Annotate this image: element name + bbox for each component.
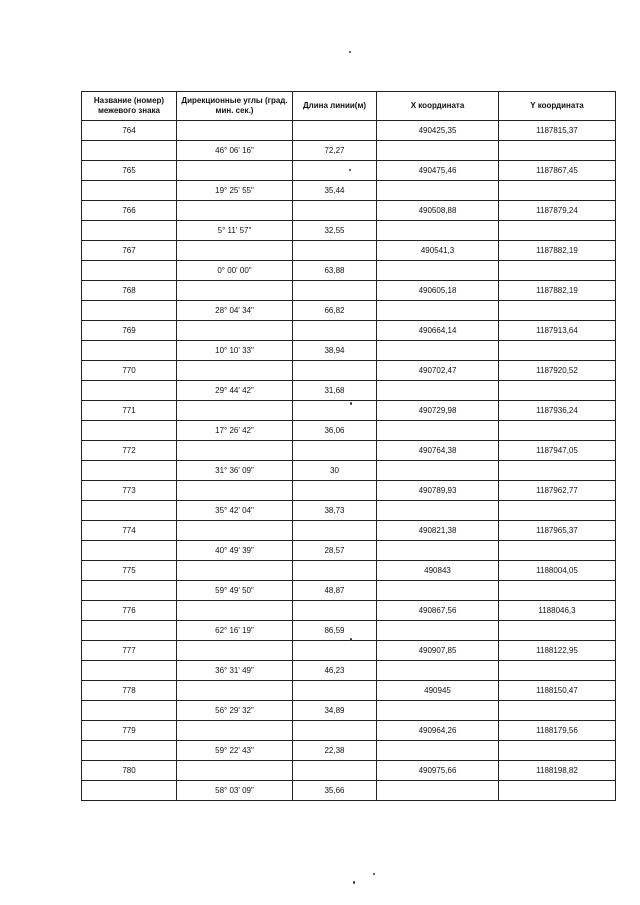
- x-coordinate: 490821,38: [377, 521, 499, 541]
- empty-cell: [82, 781, 177, 801]
- direction-angle: 29° 44' 42": [177, 381, 293, 401]
- empty-cell: [293, 761, 377, 781]
- y-coordinate: 1187947,05: [499, 441, 616, 461]
- line-length: 35,66: [293, 781, 377, 801]
- scan-speck: [349, 169, 351, 171]
- point-name: 780: [82, 761, 177, 781]
- x-coordinate: 490605,18: [377, 281, 499, 301]
- empty-cell: [293, 281, 377, 301]
- line-length: 35,44: [293, 181, 377, 201]
- x-coordinate: 490702,47: [377, 361, 499, 381]
- empty-cell: [499, 461, 616, 481]
- empty-cell: [177, 121, 293, 141]
- direction-angle: 40° 49' 39": [177, 541, 293, 561]
- empty-cell: [377, 141, 499, 161]
- point-name: 773: [82, 481, 177, 501]
- empty-cell: [377, 301, 499, 321]
- segment-row: [82, 381, 616, 401]
- y-coordinate: 1187965,37: [499, 521, 616, 541]
- x-coordinate: 490425,35: [377, 121, 499, 141]
- y-coordinate: 1187882,19: [499, 281, 616, 301]
- y-coordinate: 1187879,24: [499, 201, 616, 221]
- y-coordinate: 1187815,37: [499, 121, 616, 141]
- empty-cell: [177, 241, 293, 261]
- point-name: 778: [82, 681, 177, 701]
- empty-cell: [377, 501, 499, 521]
- header-angle: Дирекционные углы (град. мин. сек.): [177, 92, 293, 121]
- empty-cell: [293, 521, 377, 541]
- empty-cell: [82, 341, 177, 361]
- line-length: 72,27: [293, 141, 377, 161]
- empty-cell: [177, 481, 293, 501]
- segment-row: [82, 421, 616, 441]
- point-name: 774: [82, 521, 177, 541]
- direction-angle: 62° 16' 19": [177, 621, 293, 641]
- point-name: 771: [82, 401, 177, 421]
- segment-row: [82, 301, 616, 321]
- point-row: [82, 321, 616, 341]
- empty-cell: [177, 401, 293, 421]
- empty-cell: [177, 681, 293, 701]
- line-length: 66,82: [293, 301, 377, 321]
- direction-angle: 58° 03' 09": [177, 781, 293, 801]
- segment-row: [82, 741, 616, 761]
- point-row: [82, 521, 616, 541]
- line-length: 28,57: [293, 541, 377, 561]
- point-row: [82, 241, 616, 261]
- point-row: [82, 281, 616, 301]
- empty-cell: [377, 381, 499, 401]
- empty-cell: [499, 301, 616, 321]
- empty-cell: [293, 401, 377, 421]
- empty-cell: [82, 181, 177, 201]
- y-coordinate: 1187962,77: [499, 481, 616, 501]
- segment-row: [82, 461, 616, 481]
- empty-cell: [377, 181, 499, 201]
- point-row: [82, 761, 616, 781]
- y-coordinate: 1187936,24: [499, 401, 616, 421]
- y-coordinate: 1187882,19: [499, 241, 616, 261]
- empty-cell: [293, 601, 377, 621]
- empty-cell: [177, 361, 293, 381]
- scan-speck: [350, 638, 352, 641]
- direction-angle: 17° 26' 42": [177, 421, 293, 441]
- point-name: 770: [82, 361, 177, 381]
- empty-cell: [82, 301, 177, 321]
- y-coordinate: 1188198,82: [499, 761, 616, 781]
- empty-cell: [82, 581, 177, 601]
- empty-cell: [377, 341, 499, 361]
- point-name: 766: [82, 201, 177, 221]
- empty-cell: [499, 661, 616, 681]
- direction-angle: 31° 36' 09": [177, 461, 293, 481]
- empty-cell: [177, 721, 293, 741]
- empty-cell: [377, 461, 499, 481]
- scan-speck: [349, 51, 351, 53]
- line-length: 22,38: [293, 741, 377, 761]
- direction-angle: 36° 31' 49": [177, 661, 293, 681]
- point-row: [82, 481, 616, 501]
- line-length: 86,59: [293, 621, 377, 641]
- empty-cell: [177, 161, 293, 181]
- empty-cell: [377, 581, 499, 601]
- direction-angle: 10° 10' 33": [177, 341, 293, 361]
- header-y: Y координата: [499, 92, 616, 121]
- empty-cell: [499, 541, 616, 561]
- segment-row: [82, 581, 616, 601]
- empty-cell: [177, 321, 293, 341]
- segment-row: [82, 621, 616, 641]
- point-row: [82, 561, 616, 581]
- empty-cell: [82, 461, 177, 481]
- direction-angle: 59° 22' 43": [177, 741, 293, 761]
- empty-cell: [499, 381, 616, 401]
- header-x: X координата: [377, 92, 499, 121]
- scan-speck: [350, 402, 352, 405]
- line-length: 31,68: [293, 381, 377, 401]
- x-coordinate: 490975,66: [377, 761, 499, 781]
- x-coordinate: 490945: [377, 681, 499, 701]
- line-length: 34,89: [293, 701, 377, 721]
- segment-row: [82, 541, 616, 561]
- empty-cell: [293, 241, 377, 261]
- empty-cell: [82, 381, 177, 401]
- empty-cell: [82, 261, 177, 281]
- direction-angle: 5° 11' 57": [177, 221, 293, 241]
- empty-cell: [377, 701, 499, 721]
- point-row: [82, 441, 616, 461]
- y-coordinate: 1188122,95: [499, 641, 616, 661]
- empty-cell: [293, 361, 377, 381]
- empty-cell: [499, 261, 616, 281]
- scan-speck: [373, 873, 375, 875]
- scan-speck: [353, 881, 355, 884]
- empty-cell: [82, 421, 177, 441]
- empty-cell: [177, 201, 293, 221]
- empty-cell: [499, 621, 616, 641]
- empty-cell: [377, 541, 499, 561]
- line-length: 48,87: [293, 581, 377, 601]
- line-length: 30: [293, 461, 377, 481]
- empty-cell: [377, 741, 499, 761]
- empty-cell: [82, 501, 177, 521]
- empty-cell: [177, 641, 293, 661]
- direction-angle: 46° 06' 16": [177, 141, 293, 161]
- point-row: [82, 401, 616, 421]
- empty-cell: [293, 321, 377, 341]
- empty-cell: [82, 541, 177, 561]
- direction-angle: 28° 04' 34": [177, 301, 293, 321]
- point-name: 776: [82, 601, 177, 621]
- y-coordinate: 1188179,56: [499, 721, 616, 741]
- point-name: 765: [82, 161, 177, 181]
- point-name: 777: [82, 641, 177, 661]
- segment-row: [82, 661, 616, 681]
- point-row: [82, 201, 616, 221]
- segment-row: [82, 261, 616, 281]
- y-coordinate: 1188004,05: [499, 561, 616, 581]
- point-name: 768: [82, 281, 177, 301]
- empty-cell: [82, 701, 177, 721]
- boundary-coordinates-table: [81, 91, 616, 801]
- empty-cell: [82, 741, 177, 761]
- empty-cell: [499, 141, 616, 161]
- empty-cell: [499, 221, 616, 241]
- empty-cell: [293, 441, 377, 461]
- point-name: 764: [82, 121, 177, 141]
- direction-angle: 59° 49' 50": [177, 581, 293, 601]
- empty-cell: [377, 781, 499, 801]
- empty-cell: [177, 521, 293, 541]
- empty-cell: [82, 221, 177, 241]
- empty-cell: [177, 441, 293, 461]
- x-coordinate: 490789,93: [377, 481, 499, 501]
- segment-row: [82, 501, 616, 521]
- empty-cell: [499, 341, 616, 361]
- x-coordinate: 490843: [377, 561, 499, 581]
- point-name: 767: [82, 241, 177, 261]
- header-length: Длина линии(м): [293, 92, 377, 121]
- empty-cell: [293, 121, 377, 141]
- point-row: [82, 361, 616, 381]
- direction-angle: 35° 42' 04": [177, 501, 293, 521]
- direction-angle: 0° 00' 00": [177, 261, 293, 281]
- empty-cell: [293, 561, 377, 581]
- y-coordinate: 1188150,47: [499, 681, 616, 701]
- line-length: 38,94: [293, 341, 377, 361]
- empty-cell: [499, 781, 616, 801]
- x-coordinate: 490729,98: [377, 401, 499, 421]
- empty-cell: [377, 661, 499, 681]
- empty-cell: [377, 261, 499, 281]
- segment-row: [82, 341, 616, 361]
- empty-cell: [499, 181, 616, 201]
- y-coordinate: 1187920,52: [499, 361, 616, 381]
- y-coordinate: 1188046,3: [499, 601, 616, 621]
- empty-cell: [377, 421, 499, 441]
- x-coordinate: 490907,85: [377, 641, 499, 661]
- empty-cell: [177, 281, 293, 301]
- empty-cell: [377, 621, 499, 641]
- x-coordinate: 490664,14: [377, 321, 499, 341]
- empty-cell: [293, 641, 377, 661]
- header-row: [82, 92, 616, 121]
- empty-cell: [499, 701, 616, 721]
- point-name: 779: [82, 721, 177, 741]
- segment-row: [82, 181, 616, 201]
- x-coordinate: 490764,38: [377, 441, 499, 461]
- empty-cell: [499, 501, 616, 521]
- x-coordinate: 490541,3: [377, 241, 499, 261]
- x-coordinate: 490867,56: [377, 601, 499, 621]
- empty-cell: [377, 221, 499, 241]
- empty-cell: [293, 481, 377, 501]
- point-name: 769: [82, 321, 177, 341]
- point-name: 772: [82, 441, 177, 461]
- point-row: [82, 681, 616, 701]
- segment-row: [82, 141, 616, 161]
- y-coordinate: 1187913,64: [499, 321, 616, 341]
- empty-cell: [177, 601, 293, 621]
- y-coordinate: 1187867,45: [499, 161, 616, 181]
- direction-angle: 19° 25' 55": [177, 181, 293, 201]
- line-length: 46,23: [293, 661, 377, 681]
- x-coordinate: 490475,46: [377, 161, 499, 181]
- empty-cell: [293, 681, 377, 701]
- point-row: [82, 121, 616, 141]
- empty-cell: [82, 621, 177, 641]
- empty-cell: [82, 141, 177, 161]
- empty-cell: [177, 761, 293, 781]
- segment-row: [82, 781, 616, 801]
- x-coordinate: 490964,26: [377, 721, 499, 741]
- line-length: 63,88: [293, 261, 377, 281]
- empty-cell: [293, 721, 377, 741]
- x-coordinate: 490508,88: [377, 201, 499, 221]
- empty-cell: [499, 421, 616, 441]
- empty-cell: [293, 201, 377, 221]
- empty-cell: [499, 581, 616, 601]
- point-row: [82, 601, 616, 621]
- direction-angle: 56° 29' 32": [177, 701, 293, 721]
- empty-cell: [499, 741, 616, 761]
- empty-cell: [293, 161, 377, 181]
- point-row: [82, 641, 616, 661]
- segment-row: [82, 221, 616, 241]
- empty-cell: [82, 661, 177, 681]
- point-row: [82, 721, 616, 741]
- line-length: 38,73: [293, 501, 377, 521]
- segment-row: [82, 701, 616, 721]
- empty-cell: [177, 561, 293, 581]
- point-name: 775: [82, 561, 177, 581]
- line-length: 36,06: [293, 421, 377, 441]
- line-length: 32,55: [293, 221, 377, 241]
- header-name: Название (номер) межевого знака: [82, 92, 177, 121]
